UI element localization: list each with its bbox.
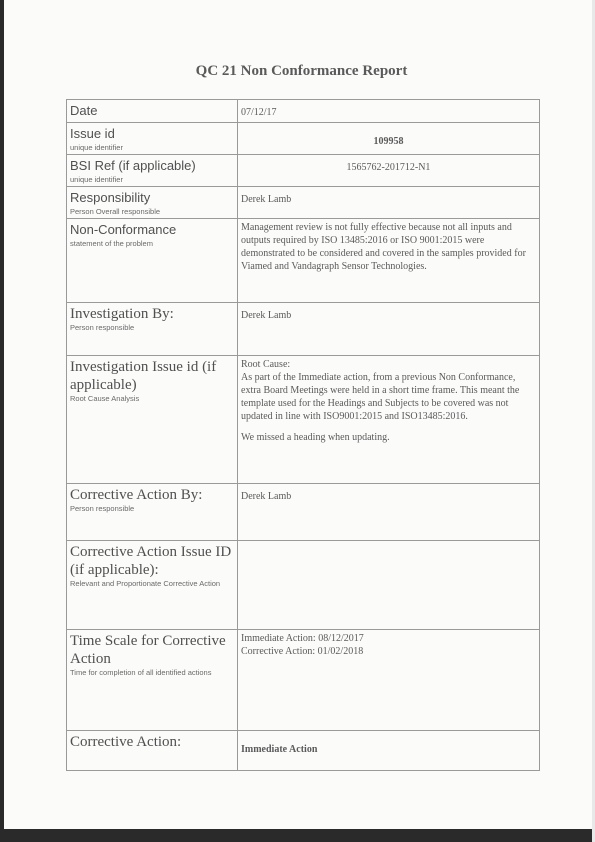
issue-id-value: 109958 xyxy=(373,136,404,147)
investigation-by-value: Derek Lamb xyxy=(241,310,292,321)
row-corrective-by xyxy=(67,484,540,541)
bsi-ref-value: 1565762-201712-N1 xyxy=(346,162,431,173)
row-issue-id xyxy=(67,123,540,155)
report-table xyxy=(66,99,540,771)
responsibility-sub: Person Overall responsible xyxy=(70,207,161,216)
investigation-issue-sub: Root Cause Analysis xyxy=(70,394,140,403)
row-investigation-issue xyxy=(67,356,540,484)
non-conformance-value: Management review is not fully effective because not all inputs and outputs required by ISO 13485:2016 or ISO 9001:2015 were demonstrated to be considered and covered in the samples provided for Viamed and Vandagraph Sensor Technologies. xyxy=(241,222,526,272)
non-conformance-sub: statement of the problem xyxy=(70,239,153,248)
corrective-issue-sub: Relevant and Proportionate Corrective Action xyxy=(70,579,221,588)
row-corrective-action xyxy=(67,731,540,771)
corrective-action-label: Corrective Action: xyxy=(70,734,182,750)
corrective-action-value: Immediate Action xyxy=(241,744,318,755)
bsi-ref-sub: unique identifier xyxy=(70,175,123,184)
corrective-by-sub: Person responsible xyxy=(70,504,135,513)
responsibility-value: Derek Lamb xyxy=(241,194,292,205)
corrective-issue-label: Corrective Action Issue ID (if applicable): xyxy=(70,544,232,578)
label-cell xyxy=(67,100,238,123)
time-scale-corrective: Corrective Action: 01/02/2018 xyxy=(241,646,364,657)
corrective-by-label: Corrective Action By: xyxy=(70,487,203,503)
document-page xyxy=(4,0,592,829)
issue-id-sub: unique identifier xyxy=(70,143,123,152)
responsibility-label: Responsibility xyxy=(70,190,151,205)
bsi-ref-label: BSI Ref (if applicable) xyxy=(70,158,196,173)
row-corrective-issue xyxy=(67,541,540,630)
row-bsi-ref xyxy=(67,155,540,187)
time-scale-label: Time Scale for Corrective Action xyxy=(70,633,226,667)
row-non-conformance xyxy=(67,219,540,303)
date-label: Date xyxy=(70,103,98,118)
time-scale-sub: Time for completion of all identified actions xyxy=(70,668,212,677)
investigation-issue-label: Investigation Issue id (if applicable) xyxy=(70,359,217,393)
investigation-by-label: Investigation By: xyxy=(70,306,174,322)
row-investigation-by xyxy=(67,303,540,356)
corrective-by-value: Derek Lamb xyxy=(241,491,292,502)
root-cause-text: As part of the Immediate action, from a previous Non Conformance, extra Board Meetings were held in a short time frame. This meant the template used for the Headings and Subjects to be covered was not updated in line with ISO9001:2015 and ISO13485:2016. xyxy=(241,372,520,422)
row-time-scale xyxy=(67,630,540,731)
issue-id-label: Issue id xyxy=(70,126,115,141)
time-scale-immediate: Immediate Action: 08/12/2017 xyxy=(241,633,364,644)
row-responsibility xyxy=(67,187,540,219)
date-value: 07/12/17 xyxy=(241,107,277,118)
row-date xyxy=(67,100,540,123)
report-title: QC 21 Non Conformance Report xyxy=(195,63,408,79)
root-cause-note: We missed a heading when updating. xyxy=(241,432,390,443)
value-cell xyxy=(238,100,540,123)
root-cause-heading: Root Cause: xyxy=(241,359,291,370)
investigation-by-sub: Person responsible xyxy=(70,323,135,332)
non-conformance-label: Non-Conformance xyxy=(70,222,177,237)
